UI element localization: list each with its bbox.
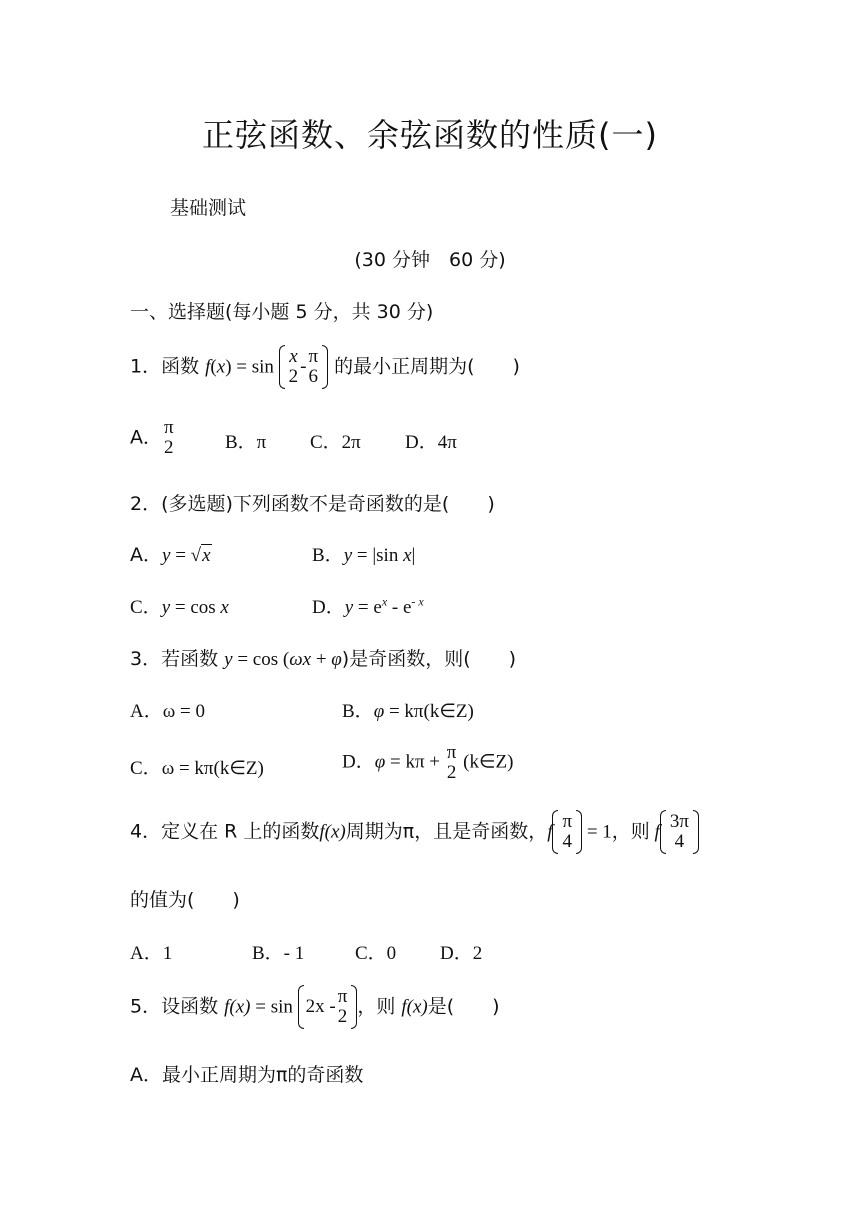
section-label: 基础测试 — [170, 197, 247, 219]
q5-paren-expression: 2x - π 2 — [298, 985, 358, 1029]
q2-option-c: C．y = cos x — [130, 597, 229, 618]
q1-option-a: A． π 2 — [130, 417, 174, 458]
question-4-line-2: 的值为( ) — [130, 889, 240, 911]
q3-option-b: B．φ = kπ(k∈Z) — [342, 701, 474, 722]
question-1: 1．函数 f(x) = sin x 2 - π 6 的最小正周期为( ) — [130, 346, 520, 387]
question-3: 3．若函数 y = cos (ωx + φ)是奇函数，则( ) — [130, 648, 517, 670]
q4-paren-frac-2: 3π 4 — [660, 810, 699, 854]
q2-option-d: D．$y = e^x - e^{- x}$ — [312, 594, 424, 618]
question-5: 5．设函数 f(x) = sin 2x - π 2 ，则 f(x)是( ) — [130, 986, 500, 1027]
question-4: 4．定义在 R 上的函数f(x)周期为π，且是奇函数，f π 4 = 1，则 f 3π 4 — [130, 810, 699, 854]
question-2: 2．(多选题)下列函数不是奇函数的是( ) — [130, 493, 495, 515]
q1-option-d: D．4π — [405, 432, 457, 453]
q1-paren-expression: x 2 - π 6 — [279, 345, 328, 389]
time-info: (30 分钟 60 分) — [354, 249, 506, 271]
q1-option-c: C．2π — [310, 432, 361, 453]
q2-option-a: A．y = √x — [130, 544, 211, 566]
q4-option-b: B．- 1 — [252, 943, 305, 964]
q5-option-a: A．最小正周期为π的奇函数 — [130, 1064, 364, 1086]
q3-option-d: D．φ = kπ + π 2 (k∈Z) — [342, 742, 514, 783]
q4-option-a: A．1 — [130, 943, 173, 964]
q4-option-d: D．2 — [440, 943, 483, 964]
q3-option-c: C．ω = kπ(k∈Z) — [130, 758, 264, 779]
q1-option-b: B．π — [225, 432, 267, 453]
part-heading: 一、选择题(每小题 5 分，共 30 分) — [130, 301, 434, 323]
q4-paren-frac-1: π 4 — [552, 810, 582, 854]
q3-option-a: A．ω = 0 — [130, 701, 205, 722]
q2-option-b: B．y = |sin x| — [312, 545, 416, 566]
page-title: 正弦函数、余弦函数的性质(一) — [202, 116, 658, 154]
q4-option-c: C．0 — [355, 943, 397, 964]
